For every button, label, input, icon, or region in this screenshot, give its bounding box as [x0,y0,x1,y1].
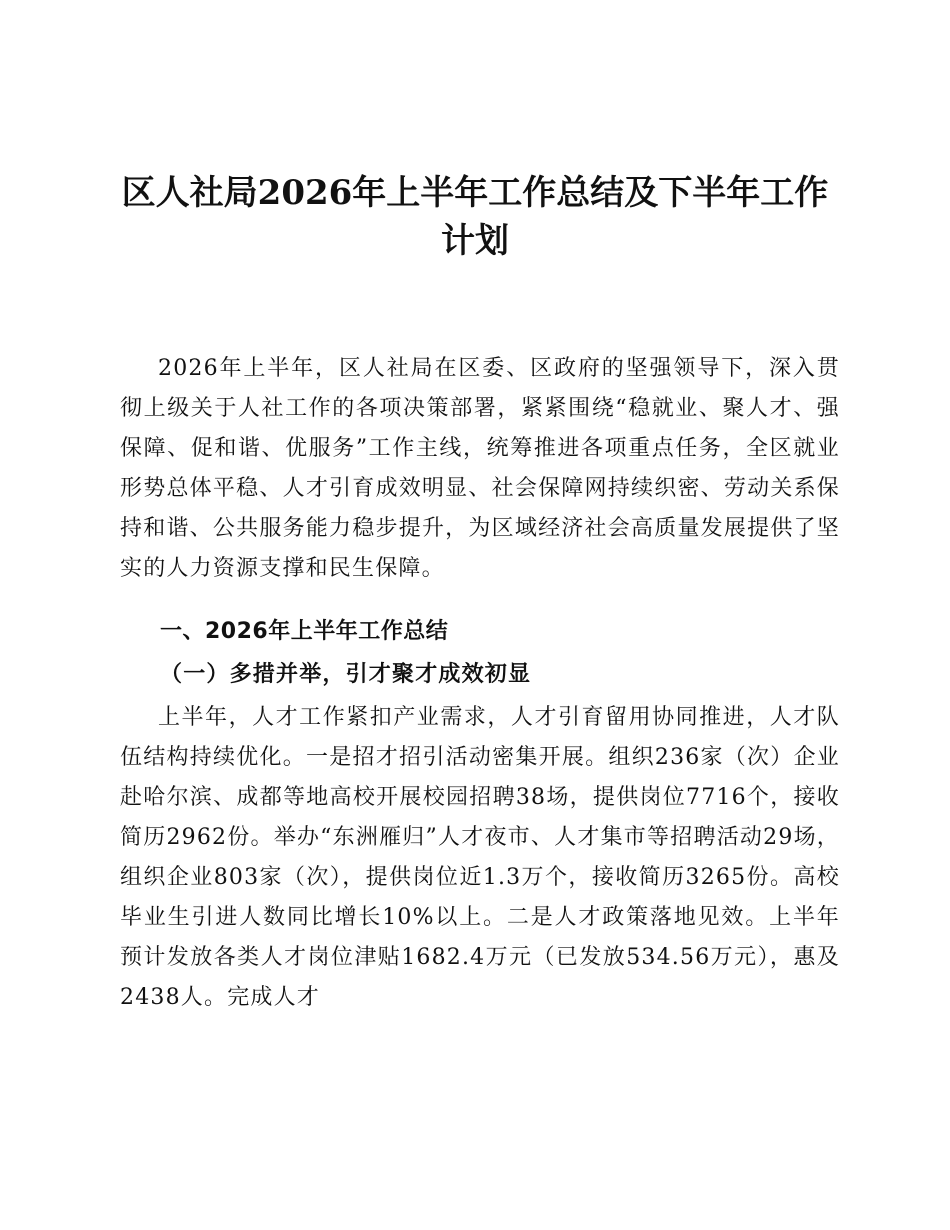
section-heading: 一、2026年上半年工作总结 [160,619,449,644]
document-title-line-1: 区人社局2026年上半年工作总结及下半年工作 [121,173,829,213]
intro-paragraph: 2026年上半年，区人社局在区委、区政府的坚强领导下，深入贯彻上级关于人社工作的各项决策部署，紧紧围绕“稳就业、聚人才、强保障、促和谐、优服务”工作主线，统筹推进各项重点任务，全区就业形势总体平稳、人才引育成效明显、社会保障网持续织密、劳动关系保持和谐、公共服务能力稳步提升，为区域经济社会高质量发展提供了坚实的人力资源支撑和民生保障。 [120,356,840,581]
document-title-line-2: 计划 [441,221,509,261]
talent-paragraph: 上半年，人才工作紧扣产业需求，人才引育留用协同推进，人才队伍结构持续优化。一是招才招引活动密集开展。组织236家（次）企业赴哈尔滨、成都等地高校开展校园招聘38场，提供岗位7716个，接收简历2962份。举办“东洲雁归”人才夜市、人才集市等招聘活动29场，组织企业803家（次），提供岗位近1.3万个，接收简历3265份。高校毕业生引进人数同比增长10%以上。二是人才政策落地见效。上半年预计发放各类人才岗位津贴1682.4万元（已发放534.56万元），惠及2438人。完成人才 [120,705,840,1010]
subsection-heading: （一）多措并举，引才聚才成效初显 [160,661,532,687]
